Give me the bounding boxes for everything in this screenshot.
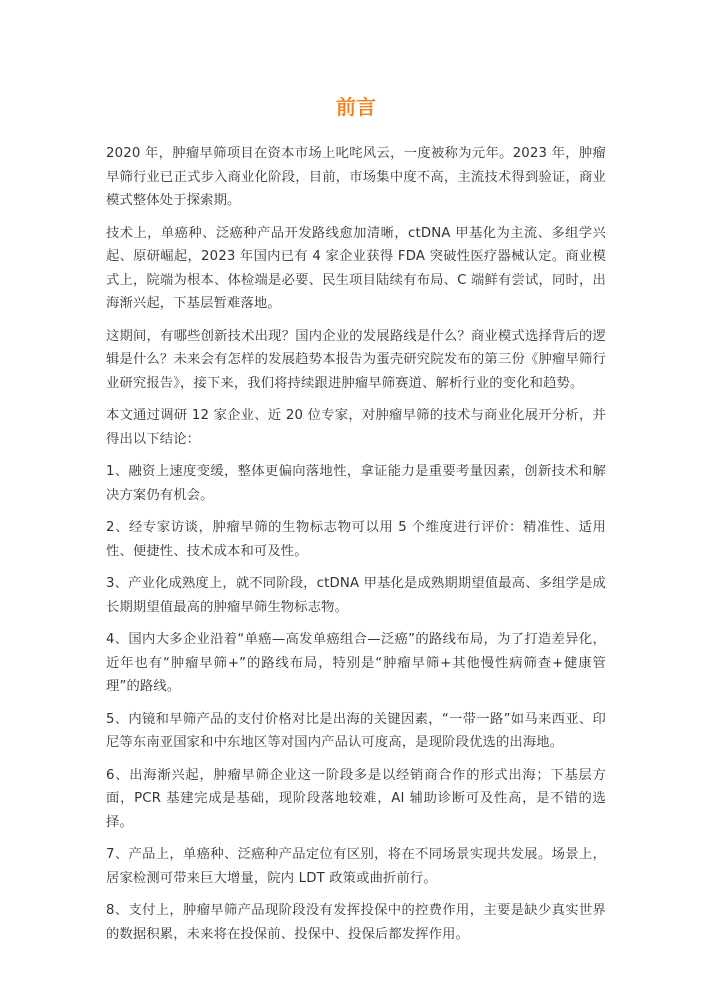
paragraph-intro-4: 本文通过调研 12 家企业、近 20 位专家，对肿瘤早筛的技术与商业化展开分析，并得出以下结论：: [106, 408, 606, 447]
paragraph-intro-2: 技术上，单癌种、泛癌种产品开发路线愈加清晰，ctDNA 甲基化为主流、多组学兴起、原研崛起，2023 年国内已有 4 家企业获得 FDA 突破性医疗器械认定。商业模式上，院端为根本、体检端是必要、民生项目陆续有布局、C 端鲜有尝试，同时，出海渐兴起，下基层暂难落地。: [106, 225, 606, 311]
conclusion-item-1: 1、融资上速度变缓，整体更偏向落地性，拿证能力是重要考量因素，创新技术和解决方案仍有机会。: [106, 464, 606, 503]
conclusion-item-4: 4、国内大多企业沿着“单癌—高发单癌组合—泛癌”的路线布局，为了打造差异化，近年也有“肿瘤早筛+”的路线布局，特别是“肿瘤早筛+其他慢性病筛查+健康管理”的路线。: [106, 632, 606, 694]
conclusion-item-2: 2、经专家访谈，肿瘤早筛的生物标志物可以用 5 个维度进行评价：精准性、适用性、便捷性、技术成本和可及性。: [106, 520, 606, 559]
conclusion-item-3: 3、产业化成熟度上，就不同阶段，ctDNA 甲基化是成熟期期望值最高、多组学是成长期期望值最高的肿瘤早筛生物标志物。: [106, 576, 606, 615]
paragraph-intro-3: 这期间，有哪些创新技术出现？国内企业的发展路线是什么？商业模式选择背后的逻辑是什么？未来会有怎样的发展趋势本报告为蛋壳研究院发布的第三份《肿瘤早筛行业研究报告》，接下来，我们将持续跟进肿瘤早筛赛道、解析行业的变化和趋势。: [106, 328, 606, 391]
conclusion-item-6: 6、出海渐兴起，肿瘤早筛企业这一阶段多是以经销商合作的形式出海；下基层方面，PCR 基建完成是基础，现阶段落地较难，AI 辅助诊断可及性高，是不错的选择。: [106, 767, 606, 830]
conclusion-item-8: 8、支付上，肿瘤早筛产品现阶段没有发挥投保中的控费作用，主要是缺少真实世界的数据积累，未来将在投保前、投保中、投保后都发挥作用。: [106, 903, 606, 942]
page-title: 前言: [336, 95, 376, 119]
paragraph-intro-1: 2020 年，肿瘤早筛项目在资本市场上叱咤风云，一度被称为元年。2023 年，肿瘤早筛行业已正式步入商业化阶段，目前，市场集中度不高，主流技术得到验证，商业模式整体处于探索期。: [106, 146, 606, 208]
conclusion-item-7: 7、产品上，单癌种、泛癌种产品定位有区别，将在不同场景实现共发展。场景上，居家检测可带来巨大增量，院内 LDT 政策或曲折前行。: [106, 847, 606, 886]
conclusion-item-5: 5、内镜和早筛产品的支付价格对比是出海的关键因素，“一带一路”如马来西亚、印尼等东南亚国家和中东地区等对国内产品认可度高，是现阶段优选的出海地。: [106, 711, 606, 750]
